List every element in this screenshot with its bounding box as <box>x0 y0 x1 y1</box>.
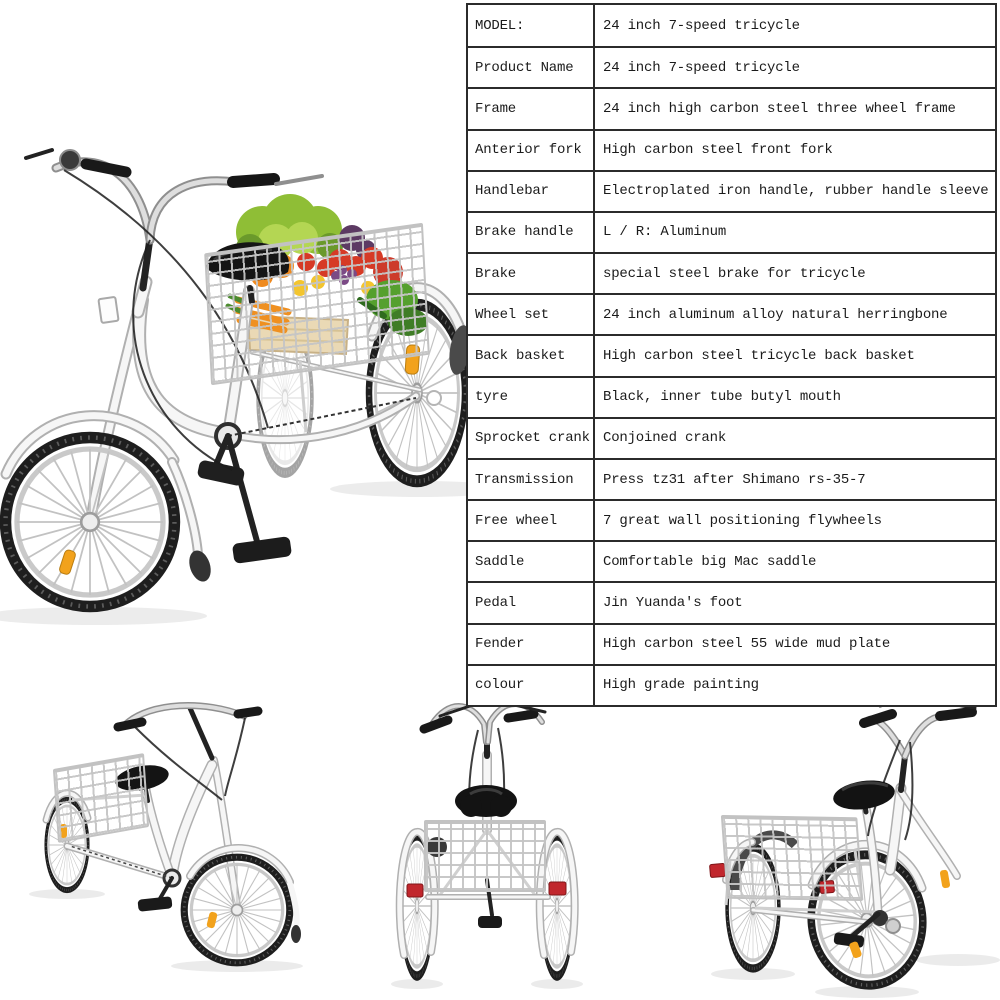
spec-label: MODEL: <box>468 5 595 46</box>
table-row <box>468 376 995 417</box>
table-row <box>468 623 995 664</box>
spec-value: L / R: Aluminum <box>603 224 727 241</box>
spec-label: tyre <box>468 378 595 417</box>
spec-label: Sprocket crank <box>468 419 595 458</box>
left-red-reflector <box>710 863 726 877</box>
table-row <box>468 458 995 499</box>
rear-cargo-basket <box>424 820 546 892</box>
table-row <box>468 170 995 211</box>
spec-value: 24 inch 7-speed tricycle <box>603 17 800 34</box>
table-row <box>468 46 995 87</box>
spec-value: 24 inch high carbon steel three wheel frame <box>603 100 956 117</box>
right-red-reflector <box>549 882 566 895</box>
spec-value: High grade painting <box>603 677 759 694</box>
spec-value: 7 great wall positioning flywheels <box>603 512 882 529</box>
spec-value: special steel brake for tricycle <box>603 265 866 282</box>
spec-label: Back basket <box>468 336 595 375</box>
front-wheel <box>184 857 290 963</box>
brake-lever <box>26 150 52 158</box>
spec-label: Saddle <box>468 542 595 581</box>
table-row <box>468 129 995 170</box>
main-product-photo <box>0 150 510 625</box>
left-red-reflector <box>407 884 423 897</box>
spec-label: Free wheel <box>468 501 595 540</box>
spec-label: Brake handle <box>468 213 595 252</box>
table-row <box>468 540 995 581</box>
table-row <box>468 664 995 705</box>
right-grip <box>940 712 972 716</box>
mud-flap <box>291 925 301 943</box>
left-grip <box>118 722 142 727</box>
hub-cap <box>886 919 900 933</box>
spec-label: Pedal <box>468 583 595 622</box>
right-grip <box>508 714 534 718</box>
pedals <box>197 436 292 564</box>
wheel-reflector <box>206 911 218 928</box>
brake-cable <box>225 718 245 796</box>
spec-label: Product Name <box>468 48 595 87</box>
rear-cargo-basket <box>721 815 863 901</box>
saddle <box>831 777 896 813</box>
front-mud-flap <box>186 548 215 585</box>
spec-value: Press tz31 after Shimano rs-35-7 <box>603 471 866 488</box>
front-reflector <box>98 297 118 323</box>
table-row <box>468 293 995 334</box>
rear-hub-cap <box>427 391 441 405</box>
spec-value: High carbon steel tricycle back basket <box>603 347 915 364</box>
spec-label: colour <box>468 666 595 705</box>
stem <box>190 708 212 758</box>
front-wheel-reflector <box>59 549 77 575</box>
stem <box>901 756 905 790</box>
spec-value: Black, inner tube butyl mouth <box>603 389 841 406</box>
saddle <box>455 785 517 817</box>
right-grip <box>238 711 258 714</box>
table-row <box>468 499 995 540</box>
left-grip <box>864 714 892 723</box>
spec-value: 24 inch aluminum alloy natural herringbone <box>603 306 948 323</box>
spec-label: Handlebar <box>468 172 595 211</box>
spec-value: Conjoined crank <box>603 430 727 447</box>
spec-value: High carbon steel front fork <box>603 142 833 159</box>
spec-label: Anterior fork <box>468 131 595 170</box>
ground-shadow <box>916 954 1000 966</box>
spec-value: 24 inch 7-speed tricycle <box>603 59 800 76</box>
table-row <box>468 581 995 622</box>
bell <box>60 150 80 170</box>
spec-value: Electroplated iron handle, rubber handle sleeve <box>603 183 989 200</box>
spec-label: Frame <box>468 89 595 128</box>
spec-label: Wheel set <box>468 295 595 334</box>
spec-label: Transmission <box>468 460 595 499</box>
right-grip <box>233 179 274 182</box>
front-wheel <box>6 438 175 607</box>
spec-value: Comfortable big Mac saddle <box>603 553 817 570</box>
spec-value: Jin Yuanda's foot <box>603 595 743 612</box>
spec-table <box>466 3 997 707</box>
spec-value: High carbon steel 55 wide mud plate <box>603 636 891 653</box>
spec-label: Brake <box>468 254 595 293</box>
table-row <box>468 87 995 128</box>
wheel-reflector <box>939 869 950 888</box>
left-grip <box>424 720 448 729</box>
table-row <box>468 5 995 46</box>
brake-lever <box>276 176 322 184</box>
spec-label: Fender <box>468 625 595 664</box>
pedals <box>137 878 172 912</box>
table-row <box>468 417 995 458</box>
table-row <box>468 252 995 293</box>
left-grip <box>86 164 126 172</box>
table-row <box>468 211 995 252</box>
table-row <box>468 334 995 375</box>
